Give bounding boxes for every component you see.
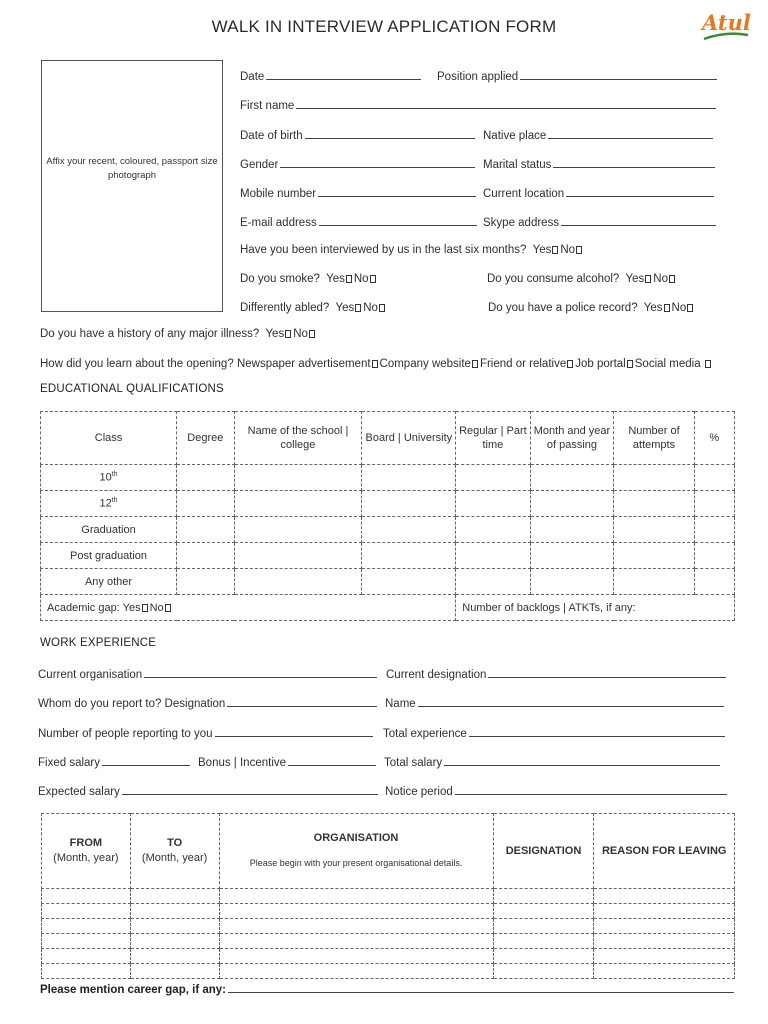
backlogs-label: Number of backlogs | ATKTs, if any: xyxy=(462,601,636,614)
table-cell[interactable] xyxy=(177,465,235,491)
yes-label: Yes xyxy=(326,273,345,285)
education-table xyxy=(40,411,735,621)
alcohol-question xyxy=(487,273,677,285)
location-field[interactable] xyxy=(483,185,714,200)
table-cell[interactable] xyxy=(694,569,734,595)
to-month-year: (Month, year) xyxy=(141,852,208,864)
first-name-label: First name xyxy=(240,100,295,112)
table-row xyxy=(42,904,735,919)
table-cell[interactable] xyxy=(614,465,694,491)
table-cell[interactable] xyxy=(614,543,694,569)
option-social-media: Social media xyxy=(634,358,701,370)
table-cell[interactable] xyxy=(177,569,235,595)
career-gap-label: Please mention career gap, if any: xyxy=(40,984,226,996)
bonus-field[interactable] xyxy=(198,754,376,769)
yes-label: Yes xyxy=(335,302,355,314)
row-label-graduation: Graduation xyxy=(41,517,177,543)
table-cell[interactable] xyxy=(530,543,614,569)
to-label: TO xyxy=(167,837,183,849)
total-exp-field[interactable] xyxy=(383,725,725,740)
location-label: Current location xyxy=(483,188,565,200)
table-row xyxy=(41,543,735,569)
people-field[interactable] xyxy=(38,725,373,740)
interviewed-question xyxy=(240,244,584,256)
smoke-question xyxy=(240,273,378,285)
table-cell[interactable] xyxy=(130,964,219,979)
table-cell[interactable] xyxy=(234,569,362,595)
date-field[interactable] xyxy=(240,68,421,83)
class-12-text: 12 xyxy=(99,497,112,510)
marital-label: Marital status xyxy=(483,159,552,171)
yes-checkbox[interactable] xyxy=(664,304,670,312)
row-label-post-graduation: Post graduation xyxy=(41,543,177,569)
dob-label: Date of birth xyxy=(240,130,303,142)
table-cell[interactable] xyxy=(614,569,694,595)
table-cell[interactable] xyxy=(456,517,530,543)
position-field[interactable] xyxy=(437,68,717,83)
class-10-text: 10 xyxy=(99,471,112,484)
table-cell[interactable] xyxy=(594,889,735,904)
table-cell[interactable] xyxy=(493,889,594,904)
table-row xyxy=(42,964,735,979)
friend-checkbox[interactable] xyxy=(567,360,573,368)
table-cell[interactable] xyxy=(362,517,456,543)
col-reason: REASON FOR LEAVING xyxy=(594,814,735,889)
total-salary-label: Total salary xyxy=(384,757,443,769)
col-percent: % xyxy=(694,412,734,465)
page-title: WALK IN INTERVIEW APPLICATION FORM xyxy=(211,17,557,36)
no-checkbox[interactable] xyxy=(576,246,582,254)
opening-question xyxy=(40,358,713,370)
expected-salary-field[interactable] xyxy=(38,783,378,798)
option-job-portal: Job portal xyxy=(575,358,626,370)
col-from xyxy=(42,814,131,889)
police-question xyxy=(488,302,695,314)
native-label: Native place xyxy=(483,130,547,142)
table-cell[interactable] xyxy=(130,904,219,919)
table-cell[interactable] xyxy=(219,904,493,919)
table-cell[interactable] xyxy=(234,491,362,517)
gender-field[interactable] xyxy=(240,156,475,171)
table-cell[interactable] xyxy=(694,491,734,517)
table-cell[interactable] xyxy=(130,949,219,964)
table-cell[interactable] xyxy=(219,889,493,904)
table-row xyxy=(41,491,735,517)
table-row xyxy=(42,949,735,964)
table-cell[interactable] xyxy=(177,491,235,517)
work-heading: WORK EXPERIENCE xyxy=(40,637,157,649)
table-cell[interactable] xyxy=(594,964,735,979)
illness-question xyxy=(40,328,317,340)
organisation-label: ORGANISATION xyxy=(313,832,399,844)
report-name-label: Name xyxy=(385,698,416,710)
police-label: Do you have a police record? xyxy=(488,302,638,314)
no-checkbox[interactable] xyxy=(165,604,171,612)
yes-checkbox[interactable] xyxy=(355,304,361,312)
logo-swoosh-icon xyxy=(700,10,752,46)
th-superscript: th xyxy=(111,471,118,479)
table-cell[interactable] xyxy=(362,465,456,491)
fixed-salary-label: Fixed salary xyxy=(38,757,100,769)
gender-label: Gender xyxy=(240,159,279,171)
table-cell[interactable] xyxy=(456,491,530,517)
company-logo xyxy=(700,10,752,46)
row-label-10 xyxy=(41,465,177,491)
current-org-field[interactable] xyxy=(38,666,377,681)
yes-label: Yes xyxy=(122,601,141,614)
table-cell[interactable] xyxy=(594,949,735,964)
career-gap-field[interactable] xyxy=(40,981,734,996)
notice-field[interactable] xyxy=(385,783,727,798)
expected-salary-label: Expected salary xyxy=(38,786,120,798)
dob-field[interactable] xyxy=(240,127,475,142)
table-cell[interactable] xyxy=(234,465,362,491)
report-name-field[interactable] xyxy=(385,695,724,710)
table-cell[interactable] xyxy=(530,465,614,491)
yes-checkbox[interactable] xyxy=(142,604,148,612)
table-cell[interactable] xyxy=(456,543,530,569)
table-cell[interactable] xyxy=(594,919,735,934)
position-label: Position applied xyxy=(437,71,519,83)
report-to-label: Whom do you report to? Designation xyxy=(38,698,226,710)
option-website: Company website xyxy=(379,358,471,370)
table-cell[interactable] xyxy=(594,934,735,949)
table-cell[interactable] xyxy=(42,889,131,904)
current-desig-field[interactable] xyxy=(386,666,726,681)
table-cell[interactable] xyxy=(493,964,594,979)
yes-checkbox[interactable] xyxy=(552,246,558,254)
native-field[interactable] xyxy=(483,127,713,142)
total-salary-field[interactable] xyxy=(384,754,720,769)
table-row xyxy=(41,569,735,595)
col-designation: DESIGNATION xyxy=(493,814,594,889)
no-checkbox[interactable] xyxy=(669,275,675,283)
table-cell[interactable] xyxy=(530,491,614,517)
table-row xyxy=(42,934,735,949)
table-cell[interactable] xyxy=(530,517,614,543)
th-superscript: th xyxy=(111,497,118,505)
no-checkbox[interactable] xyxy=(370,275,376,283)
skype-field[interactable] xyxy=(483,214,716,229)
work-history-table xyxy=(41,813,735,979)
notice-label: Notice period xyxy=(385,786,453,798)
yes-checkbox[interactable] xyxy=(346,275,352,283)
table-cell[interactable] xyxy=(594,904,735,919)
no-checkbox[interactable] xyxy=(379,304,385,312)
abled-question xyxy=(240,302,387,314)
academic-gap-label: Academic gap: xyxy=(47,601,120,614)
skype-label: Skype address xyxy=(483,217,560,229)
report-to-field[interactable] xyxy=(38,695,377,710)
current-desig-label: Current designation xyxy=(386,669,487,681)
table-cell[interactable] xyxy=(219,949,493,964)
no-label: No xyxy=(353,273,369,285)
col-to xyxy=(130,814,219,889)
table-cell[interactable] xyxy=(456,569,530,595)
education-header-row xyxy=(41,412,735,465)
option-friend: Friend or relative xyxy=(479,358,567,370)
no-label: No xyxy=(363,302,378,314)
illness-label: Do you have a history of any major illness? xyxy=(40,328,260,340)
table-cell[interactable] xyxy=(362,543,456,569)
table-cell[interactable] xyxy=(234,517,362,543)
table-cell[interactable] xyxy=(362,569,456,595)
row-label-12 xyxy=(41,491,177,517)
from-month-year: (Month, year) xyxy=(53,852,119,864)
alcohol-label: Do you consume alcohol? xyxy=(487,273,620,285)
mobile-label: Mobile number xyxy=(240,188,317,200)
table-cell[interactable] xyxy=(694,517,734,543)
work-header-row xyxy=(42,814,735,889)
table-cell[interactable] xyxy=(42,964,131,979)
yes-label: Yes xyxy=(625,273,645,285)
table-cell[interactable] xyxy=(362,491,456,517)
job-portal-checkbox[interactable] xyxy=(627,360,633,368)
table-cell[interactable] xyxy=(219,964,493,979)
yes-label: Yes xyxy=(532,244,552,256)
people-label: Number of people reporting to you xyxy=(38,728,213,740)
option-newspaper: Newspaper advertisement xyxy=(236,358,371,370)
no-label: No xyxy=(293,328,308,340)
table-cell[interactable] xyxy=(177,543,235,569)
table-cell[interactable] xyxy=(614,491,694,517)
email-label: E-mail address xyxy=(240,217,317,229)
website-checkbox[interactable] xyxy=(472,360,478,368)
email-field[interactable] xyxy=(240,214,477,229)
table-cell[interactable] xyxy=(219,919,493,934)
interviewed-label: Have you been interviewed by us in the last six months? xyxy=(240,244,527,256)
col-board: Board | University xyxy=(362,412,456,465)
table-cell[interactable] xyxy=(456,465,530,491)
table-row xyxy=(41,465,735,491)
table-row xyxy=(42,919,735,934)
table-cell[interactable] xyxy=(493,904,594,919)
table-cell[interactable] xyxy=(42,919,131,934)
no-label: No xyxy=(653,273,668,285)
col-organisation xyxy=(219,814,493,889)
social-media-checkbox[interactable] xyxy=(705,360,711,368)
table-cell[interactable] xyxy=(219,934,493,949)
newspaper-checkbox[interactable] xyxy=(372,360,378,368)
no-label: No xyxy=(671,302,687,314)
table-cell[interactable] xyxy=(694,465,734,491)
total-exp-label: Total experience xyxy=(383,728,467,740)
table-cell[interactable] xyxy=(42,949,131,964)
organisation-note: Please begin with your present organisational details. xyxy=(249,858,463,868)
col-degree: Degree xyxy=(177,412,235,465)
row-label-any-other: Any other xyxy=(41,569,177,595)
table-cell[interactable] xyxy=(530,569,614,595)
logo-text: Atul xyxy=(702,10,751,35)
table-cell[interactable] xyxy=(130,919,219,934)
col-month-year: Month and year of passing xyxy=(530,412,614,465)
col-attempts: Number of attempts xyxy=(614,412,694,465)
yes-label: Yes xyxy=(643,302,663,314)
current-org-label: Current organisation xyxy=(38,669,143,681)
bonus-label: Bonus | Incentive xyxy=(198,757,287,769)
no-checkbox[interactable] xyxy=(309,330,315,338)
table-row xyxy=(42,889,735,904)
col-class: Class xyxy=(41,412,177,465)
photo-box[interactable] xyxy=(41,60,223,312)
col-regular: Regular | Part time xyxy=(456,412,530,465)
no-label: No xyxy=(149,601,164,614)
no-checkbox[interactable] xyxy=(687,304,693,312)
table-cell[interactable] xyxy=(234,543,362,569)
table-cell[interactable] xyxy=(694,543,734,569)
col-school: Name of the school | college xyxy=(234,412,362,465)
table-cell[interactable] xyxy=(130,934,219,949)
table-cell[interactable] xyxy=(130,889,219,904)
table-cell[interactable] xyxy=(177,517,235,543)
abled-label: Differently abled? xyxy=(240,302,330,314)
table-row xyxy=(41,595,735,621)
table-cell[interactable] xyxy=(42,904,131,919)
backlogs-cell[interactable] xyxy=(456,595,735,621)
table-cell[interactable] xyxy=(614,517,694,543)
table-row xyxy=(41,517,735,543)
from-label: FROM xyxy=(69,837,103,849)
yes-checkbox[interactable] xyxy=(645,275,651,283)
education-heading: EDUCATIONAL QUALIFICATIONS xyxy=(40,383,224,395)
first-name-field[interactable] xyxy=(240,97,716,112)
academic-gap-cell xyxy=(41,595,456,621)
yes-checkbox[interactable] xyxy=(285,330,291,338)
date-label: Date xyxy=(240,71,265,83)
smoke-label: Do you smoke? xyxy=(240,273,320,285)
yes-label: Yes xyxy=(265,328,285,340)
marital-field[interactable] xyxy=(483,156,715,171)
table-cell[interactable] xyxy=(493,949,594,964)
table-cell[interactable] xyxy=(42,934,131,949)
mobile-field[interactable] xyxy=(240,185,476,200)
table-cell[interactable] xyxy=(493,934,594,949)
photo-instruction: Affix your recent, coloured, passport size photograph xyxy=(46,156,218,181)
table-cell[interactable] xyxy=(493,919,594,934)
opening-label: How did you learn about the opening? xyxy=(40,358,234,370)
no-label: No xyxy=(560,244,576,256)
fixed-salary-field[interactable] xyxy=(38,754,190,769)
